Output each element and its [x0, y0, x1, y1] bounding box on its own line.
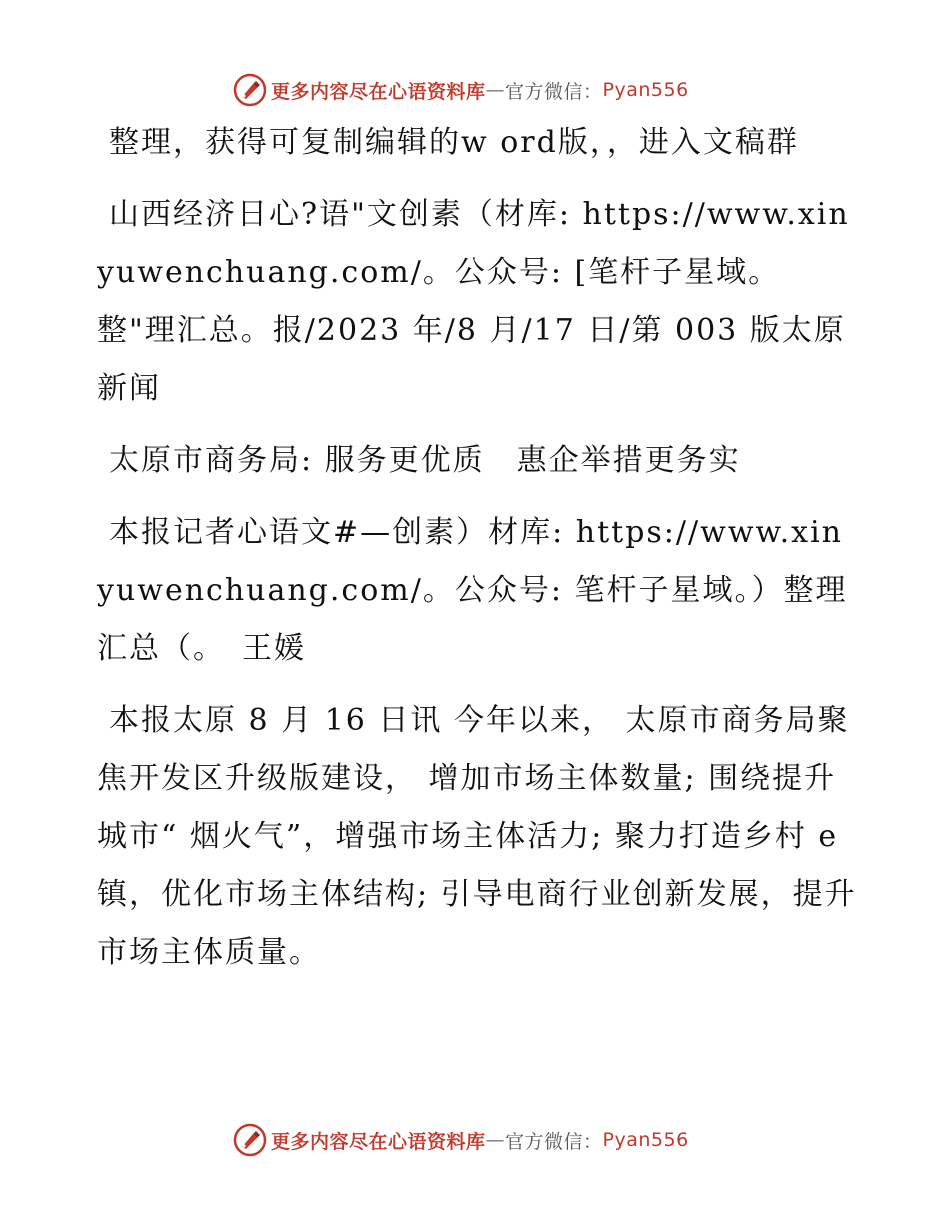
article-headline: 太原市商务局: 服务更优质 惠企举措更务实	[109, 443, 741, 478]
document-body	[97, 114, 871, 996]
footer-watermark-title: 更多内容尽在心语资料库	[271, 1130, 486, 1153]
footer-watermark	[233, 1120, 753, 1160]
header-wechat-label: 官方微信：	[505, 80, 603, 103]
header-wechat-id: Pyan556	[602, 79, 689, 101]
footer-wechat-id: Pyan556	[602, 1129, 689, 1151]
header-watermark	[233, 70, 753, 110]
header-watermark-title: 更多内容尽在心语资料库	[271, 80, 486, 103]
pen-nib-logo-icon	[233, 73, 267, 107]
footer-watermark-dash: —	[485, 1129, 506, 1151]
paragraph-lead: 本报太原 8 月 16 日讯 今年以来， 太原市商务局聚焦开发区升级版建设， 增加市场主体数量; 围绕提升城市“ 烟火气”，增强市场主体活力; 聚力打造乡村 e 镇，优化市场主体结构; 引导电商行业创新发展，提升市场主体质量。	[97, 703, 871, 970]
footer-wechat-label: 官方微信：	[505, 1130, 603, 1153]
header-watermark-dash: —	[485, 79, 506, 101]
paragraph-intro: 整理，获得可复制编辑的w ord版，，进入文稿群	[109, 125, 799, 160]
paragraph-byline: 本报记者心语文#—创素）材库: https://www.xinyuwenchuang.com/。公众号: 笔杆子星域。）整理汇总（。 王媛	[97, 515, 848, 666]
pen-nib-logo-icon	[233, 1123, 267, 1157]
paragraph-source: 山西经济日心?语"文创素（材库: https://www.xinyuwenchuang.com/。公众号: [笔杆子星域。整"理汇总。报/2023 年/8 月/17 日/第 003 版太原新闻	[97, 197, 850, 406]
